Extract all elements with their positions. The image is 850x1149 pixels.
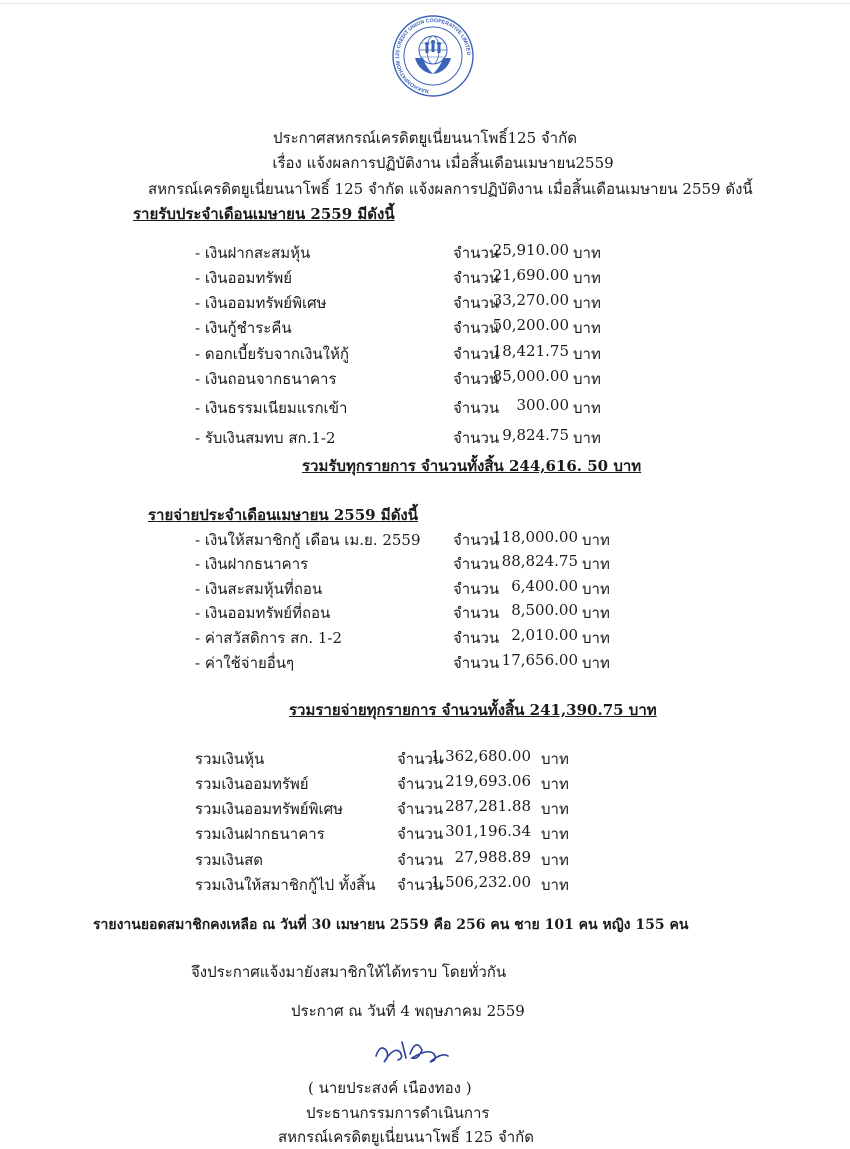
list-item xyxy=(195,266,615,286)
list-item xyxy=(195,747,575,767)
item-currency: บาท xyxy=(582,604,610,622)
item-amount: 8,500.00 xyxy=(511,601,578,619)
item-amount: 118,000.00 xyxy=(492,528,578,546)
item-label: - เงินถอนจากธนาคาร xyxy=(195,370,337,388)
item-label: - เงินฝากธนาคาร xyxy=(195,555,309,573)
list-item xyxy=(195,772,575,792)
item-label: - ค่าสวัสดิการ สก. 1-2 xyxy=(195,629,343,647)
item-unit-label: จำนวน xyxy=(453,629,500,647)
item-label: รวมเงินสด xyxy=(195,851,263,869)
item-amount: 18,421.75 xyxy=(492,342,569,360)
list-item xyxy=(195,601,615,621)
item-label: รวมเงินออมทรัพย์ xyxy=(195,775,309,793)
list-item xyxy=(195,528,615,548)
item-unit-label: จำนวน xyxy=(453,244,500,262)
item-unit-label: จำนวน xyxy=(397,825,444,843)
item-unit-label: จำนวน xyxy=(453,269,500,287)
item-label: - เงินธรรมเนียมแรกเข้า xyxy=(195,399,348,417)
item-amount: 1,506,232.00 xyxy=(430,873,531,891)
item-label: - เงินออมทรัพย์พิเศษ xyxy=(195,294,327,312)
list-item xyxy=(195,577,615,597)
item-currency: บาท xyxy=(541,851,569,869)
footer-notice: จึงประกาศแจ้งมายังสมาชิกให้ได้ทราบ โดยทั่วกัน xyxy=(191,963,507,981)
item-unit-label: จำนวน xyxy=(453,555,500,573)
item-amount: 219,693.06 xyxy=(445,772,531,790)
item-currency: บาท xyxy=(573,244,601,262)
list-item xyxy=(195,342,615,362)
item-amount: 301,196.34 xyxy=(445,822,531,840)
item-amount: 300.00 xyxy=(516,396,569,414)
item-currency: บาท xyxy=(582,580,610,598)
income-title: รายรับประจำเดือนเมษายน 2559 มีดังนี้ xyxy=(133,205,395,223)
item-amount: 21,690.00 xyxy=(492,266,569,284)
signer-name: ( นายประสงค์ เนืองทอง ) xyxy=(308,1079,472,1097)
cooperative-logo xyxy=(383,14,483,98)
item-amount: 9,824.75 xyxy=(502,426,569,444)
item-unit-label: จำนวน xyxy=(453,399,500,417)
item-label: - เงินสะสมหุ้นที่ถอน xyxy=(195,580,323,598)
expense-title: รายจ่ายประจำเดือนเมษายน 2559 มีดังนี้ xyxy=(148,506,419,524)
list-item xyxy=(195,651,615,671)
item-currency: บาท xyxy=(541,825,569,843)
list-item xyxy=(195,848,575,868)
item-label: - เงินออมทรัพย์ xyxy=(195,269,293,287)
members-report: รายงานยอดสมาชิกคงเหลือ ณ วันที่ 30 เมษายน 2559 คือ 256 คน ชาย 101 คน หญิง 155 คน xyxy=(93,917,689,933)
item-currency: บาท xyxy=(582,531,610,549)
item-amount: 88,824.75 xyxy=(501,552,578,570)
list-item xyxy=(195,873,575,893)
item-unit-label: จำนวน xyxy=(397,750,444,768)
header-subject: เรื่อง แจ้งผลการปฏิบัติงาน เมื่อสิ้นเดือนเมษายน2559 xyxy=(272,154,614,172)
item-currency: บาท xyxy=(573,294,601,312)
footer-date: ประกาศ ณ วันที่ 4 พฤษภาคม 2559 xyxy=(291,1002,525,1020)
item-unit-label: จำนวน xyxy=(453,580,500,598)
item-label: - เงินให้สมาชิกกู้ เดือน เม.ย. 2559 xyxy=(195,531,421,549)
item-unit-label: จำนวน xyxy=(453,294,500,312)
item-amount: 6,400.00 xyxy=(511,577,578,595)
expense-total: รวมรายจ่ายทุกรายการ จำนวนทั้งสิ้น 241,390.75 บาท xyxy=(289,701,657,719)
item-amount: 25,910.00 xyxy=(492,241,569,259)
signer-organization: สหกรณ์เครดิตยูเนี่ยนนาโพธิ์ 125 จำกัด xyxy=(278,1128,534,1146)
item-currency: บาท xyxy=(573,269,601,287)
item-amount: 17,656.00 xyxy=(501,651,578,669)
item-amount: 50,200.00 xyxy=(492,316,569,334)
item-unit-label: จำนวน xyxy=(453,319,500,337)
item-amount: 33,270.00 xyxy=(492,291,569,309)
item-unit-label: จำนวน xyxy=(397,876,444,894)
item-label: รวมเงินให้สมาชิกกู้ไป ทั้งสิ้น xyxy=(195,876,376,894)
list-item xyxy=(195,241,615,261)
list-item xyxy=(195,797,575,817)
item-label: - เงินออมทรัพย์ที่ถอน xyxy=(195,604,331,622)
item-label: - รับเงินสมทบ สก.1-2 xyxy=(195,429,336,447)
item-currency: บาท xyxy=(541,876,569,894)
item-unit-label: จำนวน xyxy=(453,604,500,622)
item-amount: 287,281.88 xyxy=(445,797,531,815)
item-label: - ค่าใช้จ่ายอื่นๆ xyxy=(195,654,295,672)
item-label: - ดอกเบี้ยรับจากเงินให้กู้ xyxy=(195,345,349,363)
item-currency: บาท xyxy=(541,800,569,818)
top-border xyxy=(0,3,850,4)
item-currency: บาท xyxy=(573,319,601,337)
item-unit-label: จำนวน xyxy=(453,345,500,363)
list-item xyxy=(195,552,615,572)
list-item xyxy=(195,822,575,842)
item-label: - เงินฝากสะสมหุ้น xyxy=(195,244,311,262)
item-unit-label: จำนวน xyxy=(453,370,500,388)
item-amount: 27,988.89 xyxy=(454,848,531,866)
item-amount: 2,010.00 xyxy=(511,626,578,644)
list-item xyxy=(195,291,615,311)
signature xyxy=(372,1032,452,1068)
item-label: รวมเงินออมทรัพย์พิเศษ xyxy=(195,800,344,818)
header-title: ประกาศสหกรณ์เครดิตยูเนี่ยนนาโพธิ์125 จำกัด xyxy=(273,129,577,147)
list-item xyxy=(195,367,615,387)
item-currency: บาท xyxy=(541,750,569,768)
item-unit-label: จำนวน xyxy=(397,851,444,869)
income-total: รวมรับทุกรายการ จำนวนทั้งสิ้น 244,616. 50 บาท xyxy=(302,457,642,475)
item-currency: บาท xyxy=(573,429,601,447)
list-item xyxy=(195,396,615,416)
list-item xyxy=(195,316,615,336)
item-label: - เงินกู้ชำระคืน xyxy=(195,319,292,337)
item-currency: บาท xyxy=(541,775,569,793)
item-unit-label: จำนวน xyxy=(453,531,500,549)
item-amount: 1,362,680.00 xyxy=(430,747,531,765)
item-unit-label: จำนวน xyxy=(453,429,500,447)
list-item xyxy=(195,426,615,446)
item-currency: บาท xyxy=(582,654,610,672)
list-item xyxy=(195,626,615,646)
item-currency: บาท xyxy=(573,370,601,388)
item-currency: บาท xyxy=(582,629,610,647)
item-currency: บาท xyxy=(582,555,610,573)
item-currency: บาท xyxy=(573,399,601,417)
item-unit-label: จำนวน xyxy=(453,654,500,672)
item-amount: 85,000.00 xyxy=(492,367,569,385)
item-unit-label: จำนวน xyxy=(397,775,444,793)
header-intro: สหกรณ์เครดิตยูเนี่ยนนาโพธิ์ 125 จำกัด แจ้งผลการปฏิบัติงาน เมื่อสิ้นเดือนเมษายน 2559 ดังนี้ xyxy=(148,180,753,198)
item-label: รวมเงินฝากธนาคาร xyxy=(195,825,325,843)
item-label: รวมเงินหุ้น xyxy=(195,750,265,768)
svg-text:NAKHONPATHOM 125 CREDIT UNION: NAKHONPATHOM 125 CREDIT UNION COOPERATIVE LIMITED xyxy=(395,17,472,94)
item-unit-label: จำนวน xyxy=(397,800,444,818)
item-currency: บาท xyxy=(573,345,601,363)
signer-title: ประธานกรรมการดำเนินการ xyxy=(306,1104,490,1122)
